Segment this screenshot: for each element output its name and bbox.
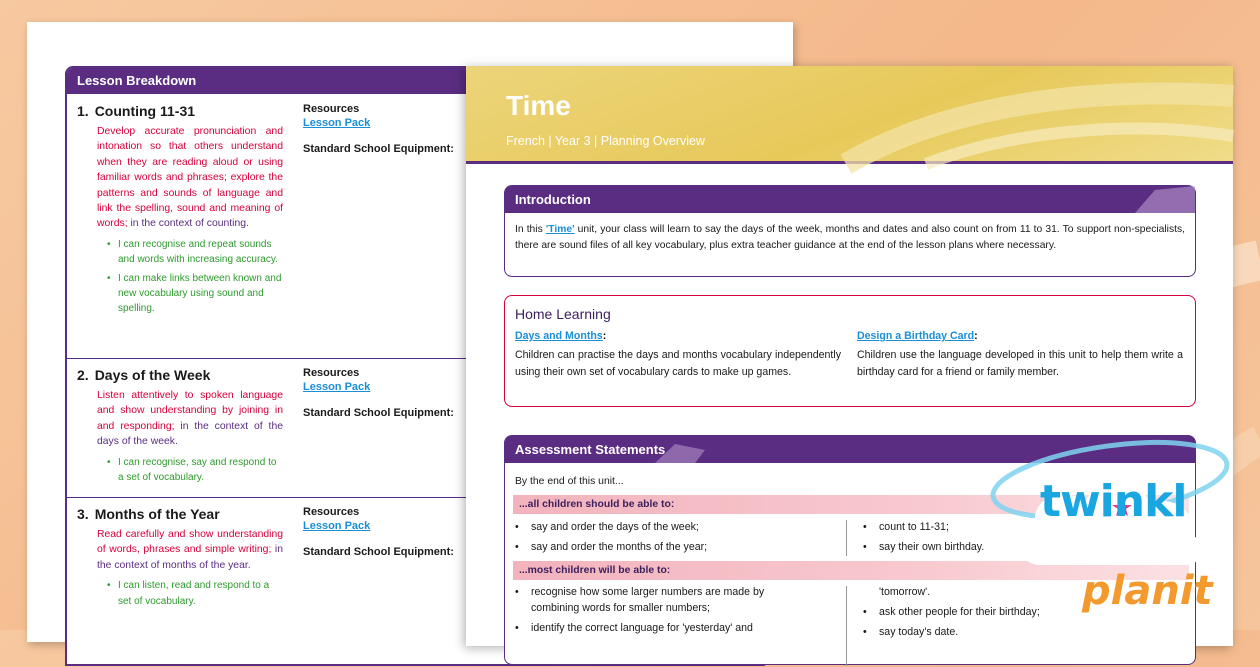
- lesson-objective: Develop accurate pronunciation and intonation so that others understand when they are reading aloud or using familiar words and phrases; explore the patterns and sounds of language and link the spelling, sound and meaning of words; in the context of counting.: [97, 126, 283, 230]
- success-criteria-list: [107, 455, 283, 486]
- home-learning-title: Home Learning: [515, 306, 611, 322]
- column-divider: [846, 520, 847, 556]
- column-divider: [846, 586, 847, 666]
- lesson-pack-link[interactable]: Lesson Pack: [303, 117, 371, 129]
- header-swirl-decoration: [466, 66, 1233, 164]
- assessment-statement: • identify the correct language for 'yesterday' and: [513, 620, 813, 636]
- most-children-band: ...most children will be able to:: [513, 561, 1189, 580]
- introduction-text: In this 'Time' unit, your class will learn to say the days of the week, months and dates and also count on from 11 to 31. To support non-specialists, there are sound files of all key vocabulary, plus extra teacher guidance at the end of the lesson plans where necessary.: [515, 224, 1185, 251]
- assessment-statement: • recognise how some larger numbers are made by combining words for smaller numbers;: [513, 584, 813, 616]
- assessment-statement: 'tomorrow'.: [879, 586, 931, 598]
- success-criterion: • I can recognise and repeat sounds and words with increasing accuracy.: [107, 237, 283, 268]
- days-and-months-link[interactable]: Days and Months: [515, 330, 603, 342]
- assessment-statement: • say and order the days of the week;: [513, 519, 833, 535]
- equipment-label: Standard School Equipment:: [303, 407, 454, 419]
- home-learning-item: Days and Months: Children can practise the days and months vocabulary independently using their own set of vocabulary cards to make up games.: [515, 326, 841, 381]
- lesson-objective: Listen attentively to spoken language and show understanding by joining in and responding; in the context of the days of the week.: [97, 390, 283, 448]
- lesson-title: 2. Days of the Week: [77, 367, 211, 383]
- all-children-band: ...all children should be able to:: [513, 495, 1189, 514]
- success-criteria-list: [107, 237, 283, 317]
- equipment-label: Standard School Equipment:: [303, 546, 454, 558]
- introduction-header: Introduction: [505, 186, 1195, 213]
- logo-product-text: planit: [1082, 568, 1213, 614]
- assessment-statement: • say today's date.: [861, 624, 1181, 640]
- unit-link[interactable]: 'Time': [545, 224, 575, 235]
- home-learning-box: [504, 295, 1196, 407]
- home-learning-item: Design a Birthday Card: Children use the language developed in this unit to help them write a birthday card for a friend or family member.: [857, 326, 1183, 381]
- lesson-breakdown-header: Lesson Breakdown: [67, 68, 763, 94]
- lesson-pack-link[interactable]: Lesson Pack: [303, 520, 371, 532]
- overview-header: [466, 66, 1233, 164]
- assessment-statement: • say their own birthday.: [861, 539, 1181, 555]
- lesson-objective: Read carefully and show understanding of words, phrases and simple writing; in the context of months of the year.: [97, 529, 284, 571]
- most-children-left-list: [513, 584, 813, 640]
- home-learning-text: Children use the language developed in this unit to help them write a birthday card for a friend or family member.: [857, 349, 1183, 378]
- assessment-statement: • say and order the months of the year;: [513, 539, 833, 555]
- assessment-statement: • ask other people for their birthday;: [861, 604, 1181, 620]
- logo-brand-text: twinkl: [1040, 476, 1187, 527]
- resources-label: Resources: [303, 506, 360, 518]
- header-star-decoration: [1125, 186, 1195, 213]
- page-subtitle: French | Year 3 | Planning Overview: [506, 134, 705, 148]
- success-criterion: • I can make links between known and new vocabulary using sound and spelling.: [107, 271, 283, 317]
- all-children-left-list: [513, 519, 833, 559]
- lesson-title: 1. Counting 11-31: [77, 103, 196, 119]
- lesson-pack-link[interactable]: Lesson Pack: [303, 381, 371, 393]
- equipment-label: Standard School Equipment:: [303, 143, 454, 155]
- lesson-title: 3. Months of the Year: [77, 506, 220, 522]
- birthday-card-link[interactable]: Design a Birthday Card: [857, 330, 975, 342]
- home-learning-text: Children can practise the days and months vocabulary independently using their own set of vocabulary cards to make up games.: [515, 349, 841, 378]
- page-title: Time: [506, 90, 571, 121]
- introduction-box: [504, 185, 1196, 277]
- header-star-decoration: [655, 436, 735, 463]
- twinkl-planit-logo: [990, 440, 1240, 630]
- assessment-header: Assessment Statements: [505, 436, 1195, 463]
- success-criteria-list: [107, 578, 283, 609]
- success-criterion: • I can listen, read and respond to a set of vocabulary.: [107, 578, 283, 609]
- resources-label: Resources: [303, 103, 360, 115]
- resources-label: Resources: [303, 367, 360, 379]
- success-criterion: • I can recognise, say and respond to a set of vocabulary.: [107, 455, 283, 486]
- assessment-statement: • count to 11-31;: [861, 519, 1181, 535]
- assessment-intro: By the end of this unit...: [515, 476, 624, 487]
